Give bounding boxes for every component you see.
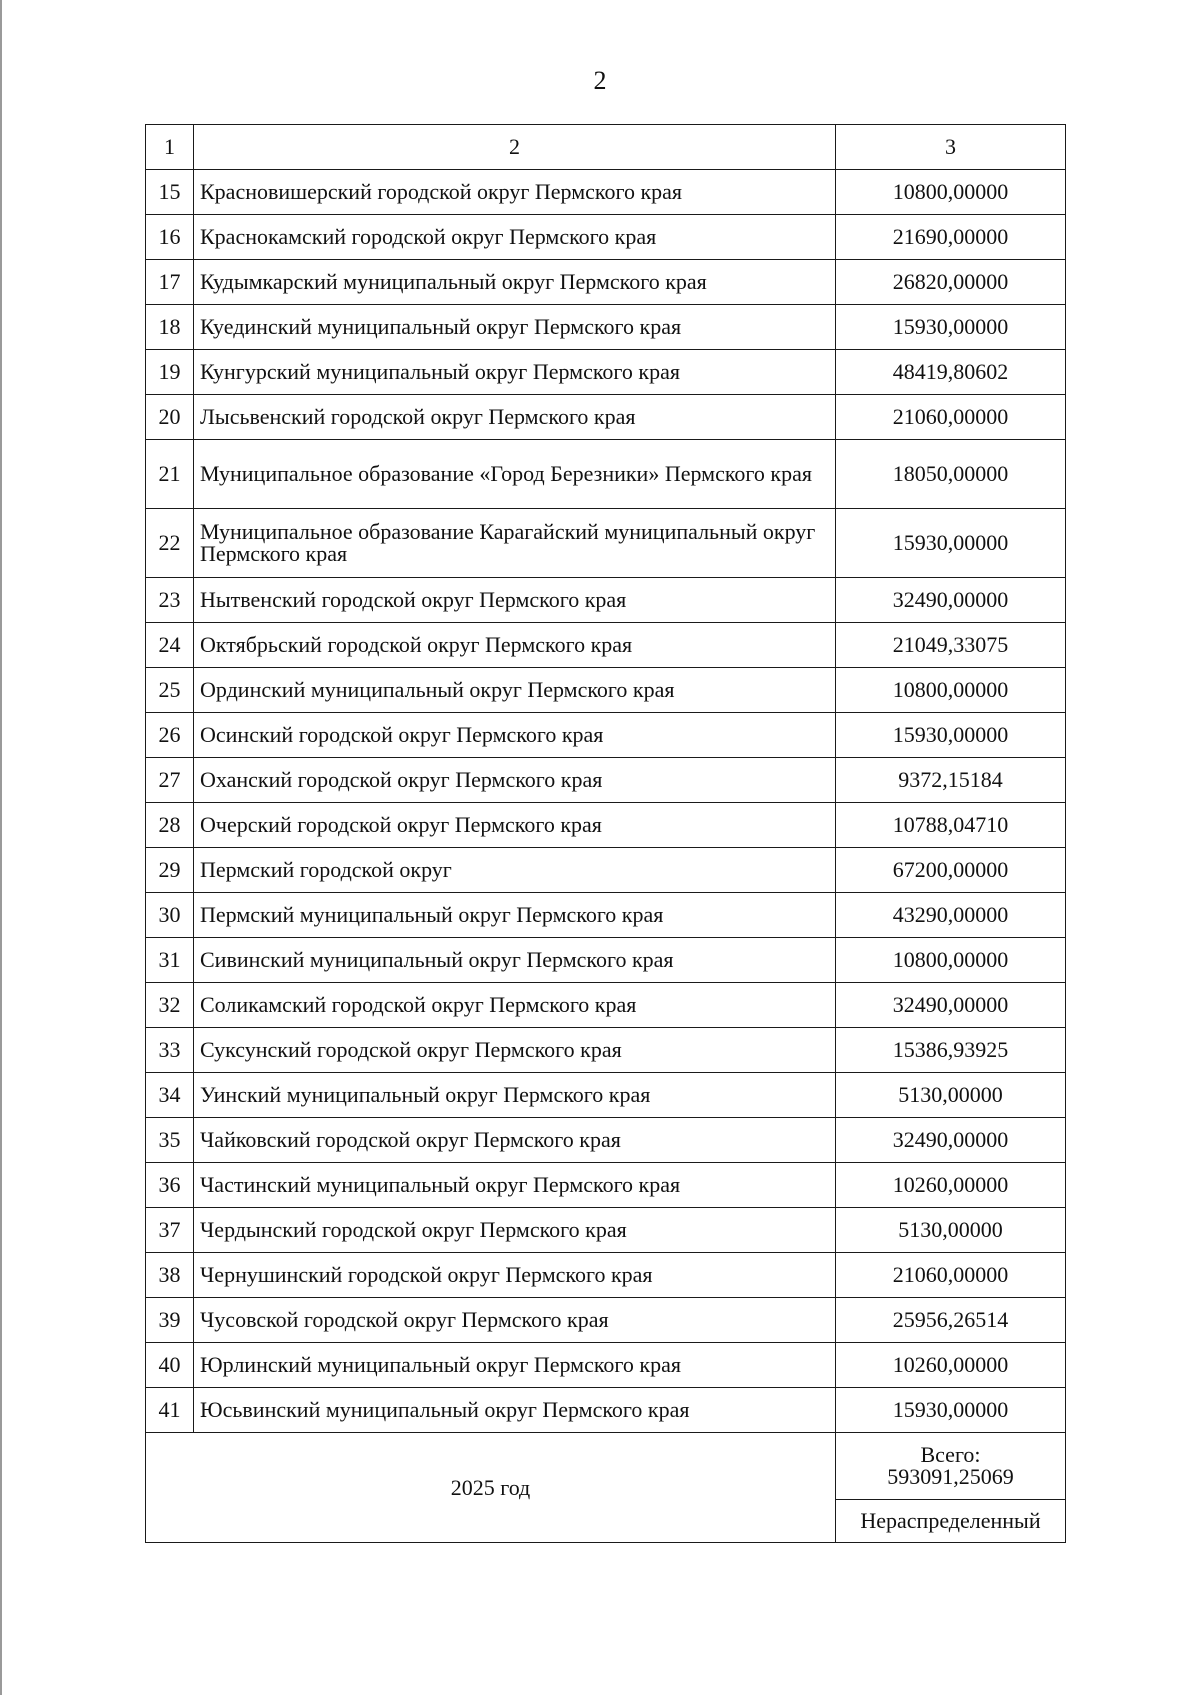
amount-value: 5130,00000 (836, 1073, 1066, 1118)
municipality-name: Муниципальное образование Карагайский муниципальный округ Пермского края (194, 509, 836, 578)
row-number: 30 (146, 893, 194, 938)
amount-value: 67200,00000 (836, 848, 1066, 893)
table-row (146, 1208, 1066, 1253)
amount-value: 15930,00000 (836, 1388, 1066, 1433)
table-row (146, 1343, 1066, 1388)
row-number: 15 (146, 170, 194, 215)
municipality-name: Ординский муниципальный округ Пермского края (194, 668, 836, 713)
amount-value: 10800,00000 (836, 668, 1066, 713)
row-number: 34 (146, 1073, 194, 1118)
row-number: 23 (146, 578, 194, 623)
municipality-name: Нытвенский городской округ Пермского края (194, 578, 836, 623)
municipality-name: Чернушинский городской округ Пермского края (194, 1253, 836, 1298)
municipality-name: Краснокамский городской округ Пермского края (194, 215, 836, 260)
municipality-name: Кунгурский муниципальный округ Пермского края (194, 350, 836, 395)
table-row (146, 215, 1066, 260)
amount-value: 10260,00000 (836, 1163, 1066, 1208)
table-row (146, 848, 1066, 893)
table-row (146, 1298, 1066, 1343)
municipality-name: Чусовской городской округ Пермского края (194, 1298, 836, 1343)
amount-value: 10788,04710 (836, 803, 1066, 848)
table-row (146, 260, 1066, 305)
row-number: 35 (146, 1118, 194, 1163)
municipality-name: Оханский городской округ Пермского края (194, 758, 836, 803)
amount-value: 5130,00000 (836, 1208, 1066, 1253)
total-label: Всего: (920, 1442, 981, 1467)
row-number: 18 (146, 305, 194, 350)
amount-value: 9372,15184 (836, 758, 1066, 803)
municipality-name: Муниципальное образование «Город Березники» Пермского края (194, 440, 836, 509)
municipality-name: Чердынский городской округ Пермского края (194, 1208, 836, 1253)
table-row (146, 305, 1066, 350)
amount-value: 15386,93925 (836, 1028, 1066, 1073)
amount-value: 10800,00000 (836, 938, 1066, 983)
amount-value: 25956,26514 (836, 1298, 1066, 1343)
amount-value: 21690,00000 (836, 215, 1066, 260)
table-row (146, 668, 1066, 713)
table-row (146, 803, 1066, 848)
amount-value: 32490,00000 (836, 1118, 1066, 1163)
municipality-name: Сивинский муниципальный округ Пермского края (194, 938, 836, 983)
table-row (146, 395, 1066, 440)
row-number: 17 (146, 260, 194, 305)
row-number: 39 (146, 1298, 194, 1343)
municipality-name: Пермский муниципальный округ Пермского края (194, 893, 836, 938)
municipality-name: Пермский городской округ (194, 848, 836, 893)
table-row (146, 758, 1066, 803)
row-number: 29 (146, 848, 194, 893)
table-row (146, 1163, 1066, 1208)
row-number: 28 (146, 803, 194, 848)
allocation-table (145, 124, 1066, 1543)
municipality-name: Куединский муниципальный округ Пермского края (194, 305, 836, 350)
row-number: 19 (146, 350, 194, 395)
unallocated-label: Нераспределенный (836, 1500, 1066, 1543)
amount-value: 26820,00000 (836, 260, 1066, 305)
table-row (146, 713, 1066, 758)
header-col-1: 1 (146, 125, 194, 170)
row-number: 37 (146, 1208, 194, 1253)
table-row (146, 983, 1066, 1028)
row-number: 32 (146, 983, 194, 1028)
total-value: 593091,25069 (887, 1464, 1014, 1489)
table-row (146, 1118, 1066, 1163)
row-number: 26 (146, 713, 194, 758)
amount-value: 32490,00000 (836, 578, 1066, 623)
municipality-name: Юсьвинский муниципальный округ Пермского края (194, 1388, 836, 1433)
amount-value: 48419,80602 (836, 350, 1066, 395)
municipality-name: Частинский муниципальный округ Пермского края (194, 1163, 836, 1208)
table-row (146, 350, 1066, 395)
amount-value: 18050,00000 (836, 440, 1066, 509)
page-number: 2 (593, 66, 607, 95)
row-number: 40 (146, 1343, 194, 1388)
municipality-name: Октябрьский городской округ Пермского края (194, 623, 836, 668)
row-number: 31 (146, 938, 194, 983)
amount-value: 15930,00000 (836, 509, 1066, 578)
amount-value: 32490,00000 (836, 983, 1066, 1028)
municipality-name: Чайковский городской округ Пермского края (194, 1118, 836, 1163)
row-number: 22 (146, 509, 194, 578)
amount-value: 21049,33075 (836, 623, 1066, 668)
row-number: 41 (146, 1388, 194, 1433)
municipality-name: Соликамский городской округ Пермского края (194, 983, 836, 1028)
amount-value: 21060,00000 (836, 1253, 1066, 1298)
row-number: 16 (146, 215, 194, 260)
amount-value: 15930,00000 (836, 305, 1066, 350)
municipality-name: Очерский городской округ Пермского края (194, 803, 836, 848)
table-footer-row (146, 1433, 1066, 1500)
table-row (146, 1073, 1066, 1118)
row-number: 27 (146, 758, 194, 803)
row-number: 36 (146, 1163, 194, 1208)
header-col-2: 2 (194, 125, 836, 170)
row-number: 21 (146, 440, 194, 509)
table-header-row (146, 125, 1066, 170)
row-number: 25 (146, 668, 194, 713)
amount-value: 10800,00000 (836, 170, 1066, 215)
municipality-name: Лысьвенский городской округ Пермского края (194, 395, 836, 440)
table-row (146, 170, 1066, 215)
table-row (146, 1028, 1066, 1073)
municipality-name: Осинский городской округ Пермского края (194, 713, 836, 758)
table-row (146, 1388, 1066, 1433)
table-row (146, 1253, 1066, 1298)
row-number: 33 (146, 1028, 194, 1073)
scan-edge (0, 0, 2, 1695)
year-label: 2025 год (146, 1433, 836, 1543)
table-row (146, 623, 1066, 668)
row-number: 24 (146, 623, 194, 668)
amount-value: 21060,00000 (836, 395, 1066, 440)
table-row (146, 578, 1066, 623)
table-row (146, 440, 1066, 509)
table-row (146, 509, 1066, 578)
total-cell (836, 1433, 1066, 1500)
municipality-name: Юрлинский муниципальный округ Пермского края (194, 1343, 836, 1388)
table-row (146, 893, 1066, 938)
row-number: 38 (146, 1253, 194, 1298)
row-number: 20 (146, 395, 194, 440)
amount-value: 43290,00000 (836, 893, 1066, 938)
municipality-name: Суксунский городской округ Пермского края (194, 1028, 836, 1073)
municipality-name: Уинский муниципальный округ Пермского края (194, 1073, 836, 1118)
municipality-name: Кудымкарский муниципальный округ Пермского края (194, 260, 836, 305)
municipality-name: Красновишерский городской округ Пермского края (194, 170, 836, 215)
header-col-3: 3 (836, 125, 1066, 170)
amount-value: 10260,00000 (836, 1343, 1066, 1388)
table-row (146, 938, 1066, 983)
amount-value: 15930,00000 (836, 713, 1066, 758)
